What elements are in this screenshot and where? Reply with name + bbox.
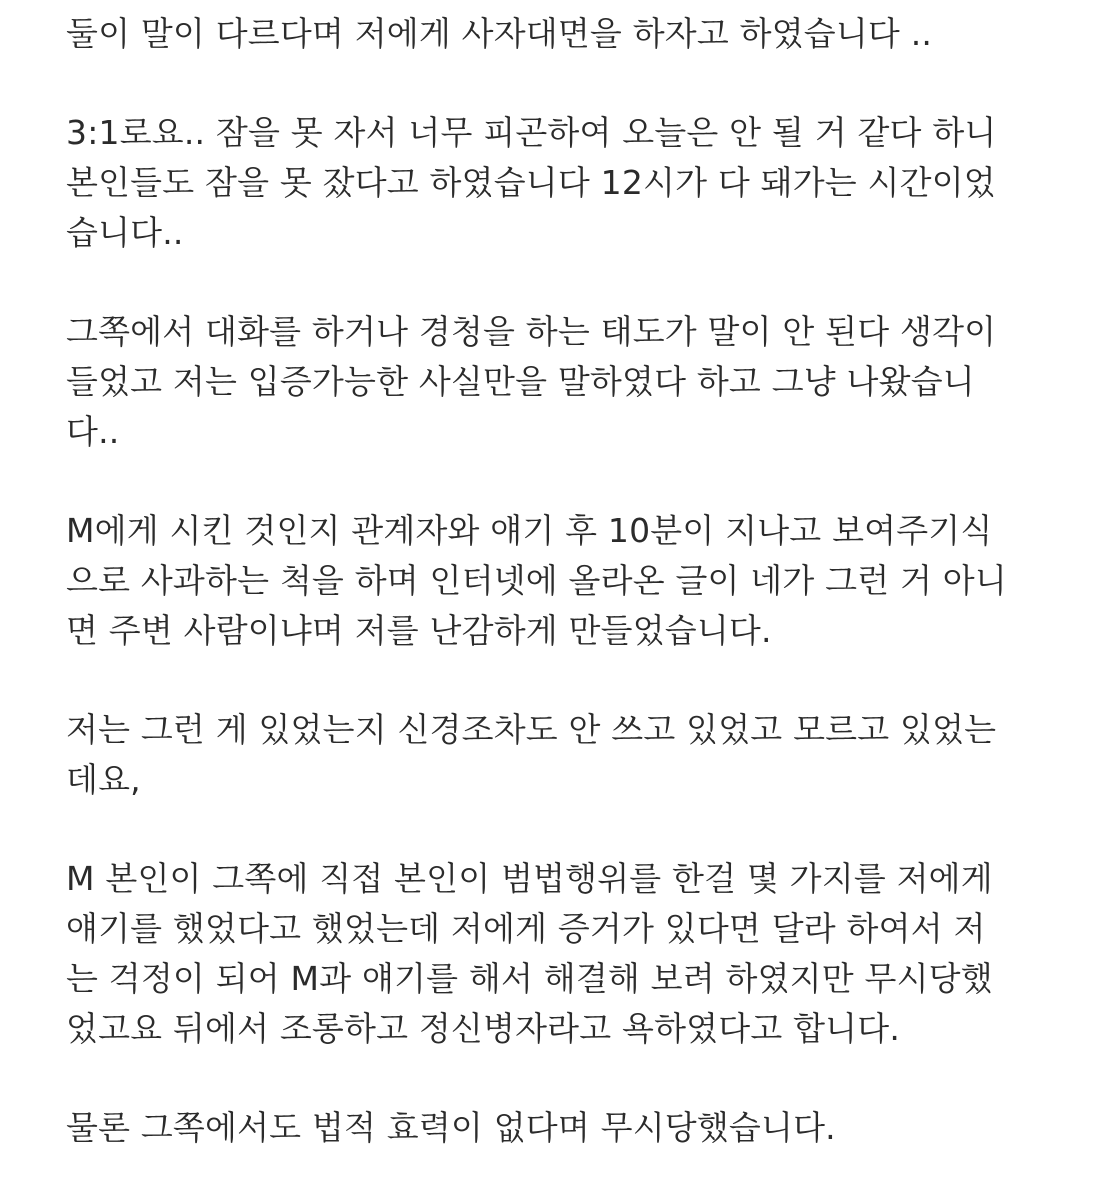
paragraph: [66, 854, 1056, 1054]
text-line: M에게 시킨 것인지 관계자와 얘기 후 10분이 지나고 보여주기식: [66, 511, 993, 550]
paragraph: [66, 1103, 1056, 1153]
text-line: 다..: [66, 412, 120, 451]
text-line: 습니다..: [66, 213, 184, 252]
text-line: 는 걱정이 되어 M과 얘기를 해서 해결해 보려 하였지만 무시당했: [66, 959, 993, 998]
paragraph: [66, 506, 1056, 656]
text-line: 3:1로요.. 잠을 못 자서 너무 피곤하여 오늘은 안 될 거 같다 하니: [66, 113, 997, 152]
text-line: 들었고 저는 입증가능한 사실만을 말하였다 하고 그냥 나왔습니: [66, 362, 975, 401]
text-line: 데요,: [66, 760, 141, 799]
text-line: 물론 그쪽에서도 법적 효력이 없다며 무시당했습니다.: [66, 1108, 836, 1147]
text-line: 본인들도 잠을 못 잤다고 하였습니다 12시가 다 돼가는 시간이었: [66, 163, 996, 202]
paragraph: [66, 705, 1056, 805]
paragraph: [66, 307, 1056, 457]
text-line: 그쪽에서 대화를 하거나 경청을 하는 태도가 말이 안 된다 생각이: [66, 312, 997, 351]
article-body: [66, 9, 1056, 1202]
text-line: M 본인이 그쪽에 직접 본인이 범법행위를 한걸 몇 가지를 저에게: [66, 859, 993, 898]
text-line: 얘기를 했었다고 했었는데 저에게 증거가 있다면 달라 하여서 저: [66, 909, 986, 948]
paragraph: [66, 9, 1056, 59]
text-line: 면 주변 사람이냐며 저를 난감하게 만들었습니다.: [66, 611, 772, 650]
text-line: 저는 그런 게 있었는지 신경조차도 안 쓰고 있었고 모르고 있었는: [66, 710, 997, 749]
text-line: 으로 사과하는 척을 하며 인터넷에 올라온 글이 네가 그런 거 아니: [66, 561, 1007, 600]
paragraph: [66, 108, 1056, 258]
text-line: 둘이 말이 다르다며 저에게 사자대면을 하자고 하였습니다 ..: [66, 14, 933, 53]
text-line: 었고요 뒤에서 조롱하고 정신병자라고 욕하였다고 합니다.: [66, 1009, 901, 1048]
